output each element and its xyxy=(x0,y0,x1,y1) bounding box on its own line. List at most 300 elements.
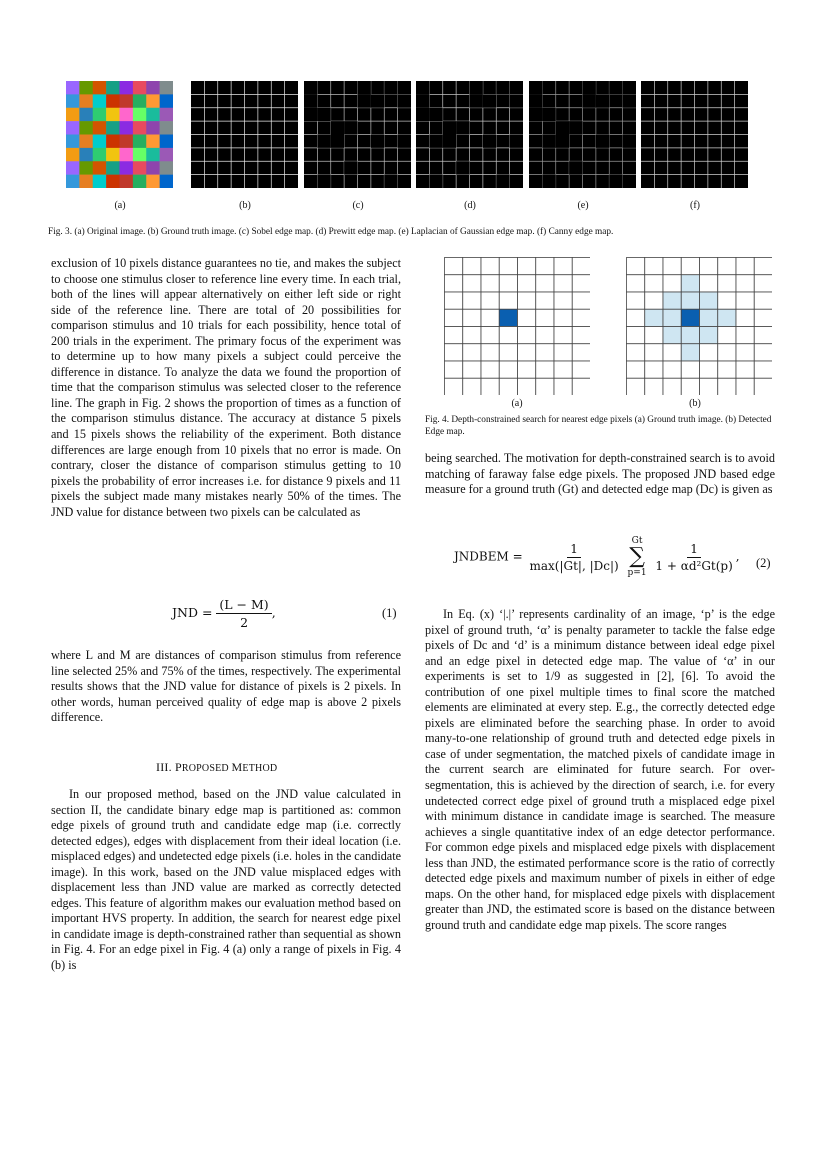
fig3-caption: Fig. 3. (a) Original image. (b) Ground truth image. (c) Sobel edge map. (d) Prewitt edge map. (e) Laplacian of Gaussian edge map. (f) Canny edge map. xyxy=(48,227,614,237)
grid-cell xyxy=(700,309,718,326)
mosaic-block xyxy=(106,175,120,188)
eq2-fraction-2 xyxy=(652,542,735,573)
eq2-lhs: JNDBEM = xyxy=(454,549,523,564)
right-paragraph-1 xyxy=(425,451,775,498)
grid-cell xyxy=(645,361,663,378)
grid-cell xyxy=(700,361,718,378)
missing-edge-patch xyxy=(496,175,509,188)
grid-cell xyxy=(481,275,499,292)
mosaic-block xyxy=(160,81,173,95)
missing-edge-patch xyxy=(623,135,636,148)
grid-cell xyxy=(681,361,699,378)
missing-edge-patch xyxy=(483,94,496,107)
missing-edge-patch xyxy=(429,175,442,188)
grid-cell xyxy=(663,344,681,361)
missing-edge-patch xyxy=(331,121,344,134)
mosaic-block xyxy=(133,148,147,162)
missing-edge-patch xyxy=(371,135,384,148)
mosaic-block xyxy=(133,135,147,149)
eq2-tail: , xyxy=(735,549,740,564)
grid-cell xyxy=(572,292,590,309)
grid-cell xyxy=(445,292,463,309)
grid-cell xyxy=(663,361,681,378)
eq1-denominator: 2 xyxy=(240,615,249,630)
grid-cell xyxy=(445,275,463,292)
mosaic-block xyxy=(146,94,160,108)
grid-cell xyxy=(445,327,463,344)
grid-cell xyxy=(463,378,481,395)
grid-cell xyxy=(718,258,736,275)
mosaic-block xyxy=(146,121,160,135)
grid-cell xyxy=(536,344,554,361)
fig4-caption: Fig. 4. Depth-constrained search for nearest edge pixels (a) Ground truth image. (b) Detected Edge map. xyxy=(425,415,772,437)
eq1-fraction xyxy=(216,597,271,630)
grid-cell xyxy=(700,275,718,292)
missing-edge-patch xyxy=(304,81,317,94)
grid-cell xyxy=(554,275,572,292)
grid-cell xyxy=(518,292,536,309)
missing-edge-patch xyxy=(317,108,330,121)
mosaic-block xyxy=(66,121,80,135)
missing-edge-patch xyxy=(456,121,469,134)
mosaic-block xyxy=(120,161,134,175)
fig3-ground-truth-image xyxy=(191,81,298,188)
mosaic-block xyxy=(133,121,147,135)
missing-edge-patch xyxy=(344,121,357,134)
missing-edge-patch xyxy=(398,94,411,107)
missing-edge-patch xyxy=(609,175,622,188)
equation-2 xyxy=(454,536,740,578)
grid-cell xyxy=(518,344,536,361)
grid-cell xyxy=(681,327,699,344)
missing-edge-patch xyxy=(371,94,384,107)
mosaic-block xyxy=(93,135,107,149)
eq2-sum-upper: Gt xyxy=(631,536,643,546)
eq2-denominator-1: max(|Gt|, |Dc|) xyxy=(529,558,619,573)
missing-edge-patch xyxy=(358,81,371,94)
missing-edge-patch xyxy=(331,135,344,148)
grid-cell xyxy=(481,378,499,395)
missing-edge-patch xyxy=(358,94,371,107)
grid-cell xyxy=(536,275,554,292)
missing-edge-patch xyxy=(470,94,483,107)
grid-cell xyxy=(499,344,517,361)
grid-cell xyxy=(627,361,645,378)
grid-cell xyxy=(554,344,572,361)
grid-cell xyxy=(463,258,481,275)
fig4-label-b: (b) xyxy=(689,398,701,409)
grid-cell xyxy=(518,361,536,378)
mosaic-block xyxy=(79,148,93,162)
mosaic-block xyxy=(133,108,147,122)
grid-cell xyxy=(718,378,736,395)
mosaic-block xyxy=(106,148,120,162)
grid-cell xyxy=(663,275,681,292)
grid-cell xyxy=(718,327,736,344)
mosaic-block xyxy=(120,121,134,135)
missing-edge-patch xyxy=(623,94,636,107)
grid-cell xyxy=(736,327,754,344)
grid-cell xyxy=(554,309,572,326)
grid-cell xyxy=(700,378,718,395)
mosaic-block xyxy=(79,81,93,95)
mosaic-block xyxy=(93,161,107,175)
missing-edge-patch xyxy=(429,108,442,121)
right-paragraph-1-text: being searched. The motivation for depth-constrained search is to avoid matching of faraway false edge pixels. The proposed JND based edge measure for a ground truth (Gt) and detected edge map (Dc) is given as xyxy=(425,451,775,497)
section-letter-p: P xyxy=(175,760,182,774)
missing-edge-patch xyxy=(583,94,596,107)
mosaic-block xyxy=(66,148,80,162)
grid-cell xyxy=(499,309,517,326)
missing-edge-patch xyxy=(416,81,429,94)
grid-cell xyxy=(681,292,699,309)
grid-cell xyxy=(518,378,536,395)
grid-cell xyxy=(627,327,645,344)
fig3-label-f: (f) xyxy=(690,200,700,211)
grid-cell xyxy=(663,378,681,395)
fig3-label-c: (c) xyxy=(352,200,364,211)
grid-cell xyxy=(627,378,645,395)
grid-cell xyxy=(445,361,463,378)
grid-cell xyxy=(445,378,463,395)
missing-edge-patch xyxy=(456,161,469,174)
left-paragraph-1-text: exclusion of 10 pixels distance guarantees no tie, and makes the subject to choose one stimulus closer to reference line every time. In each trial, both of the lines will appear alternatively on either left side or right side of the reference line. There are total of 20 possibilities for comparison stimulus and 10 trials for each possibility, hence total of 200 trials in the experiment. The primary focus of the experiment was to determine up to how many pixels a subject could perceive the difference in distance. To analyze the data we found the proportion of time that the comparison stimulus was selected closer to the reference line. The graph in Fig. 2 shows the proportion of times as a function of the comparison stimulus distance. The accuracy at distance 5 pixels and 15 pixels shows the reliability of the experiment. Both distance differences are large enough from 10 pixels that no error is made. On contrary, closer the distance of comparison stimulus getting to 10 pixels the probability of error increases i.e. for distance 9 pixels and 11 pixels the subject made many mistakes nearly 50% of the times. The JND value for distance between two pixels can be calculated as xyxy=(51,256,401,519)
eq1-lhs: JND = xyxy=(172,605,213,620)
grid-cell xyxy=(445,309,463,326)
section-letter-m: M xyxy=(231,760,243,774)
missing-edge-patch xyxy=(569,121,582,134)
missing-edge-patch xyxy=(609,81,622,94)
missing-edge-patch xyxy=(596,94,609,107)
section-heading xyxy=(156,760,277,775)
mosaic-block xyxy=(120,94,134,108)
grid-cell xyxy=(554,327,572,344)
grid-cell xyxy=(572,361,590,378)
grid-cell xyxy=(518,309,536,326)
left-paragraph-3 xyxy=(51,787,401,974)
missing-edge-patch xyxy=(384,81,397,94)
mosaic-block xyxy=(160,135,173,149)
grid-cell xyxy=(463,292,481,309)
grid-cell xyxy=(499,292,517,309)
mosaic-block xyxy=(146,108,160,122)
equation-1 xyxy=(172,597,276,630)
mosaic-block xyxy=(66,108,80,122)
grid-cell xyxy=(754,309,772,326)
grid-cell xyxy=(554,258,572,275)
grid-cell xyxy=(663,309,681,326)
left-paragraph-2 xyxy=(51,648,401,726)
grid-cell xyxy=(718,292,736,309)
mosaic-block xyxy=(106,135,120,149)
mosaic-block xyxy=(93,121,107,135)
mosaic-block xyxy=(160,94,173,108)
grid-cell xyxy=(718,309,736,326)
mosaic-block xyxy=(146,161,160,175)
fig3-sobel-edge-map xyxy=(304,81,411,188)
mosaic-block xyxy=(106,108,120,122)
grid-cell xyxy=(681,378,699,395)
mosaic-block xyxy=(133,175,147,188)
mosaic-block xyxy=(79,121,93,135)
eq2-denominator-2: 1 + αd²Gt(p) xyxy=(655,558,733,573)
fig3-log-edge-map xyxy=(529,81,636,188)
missing-edge-patch xyxy=(483,135,496,148)
grid-cell xyxy=(754,344,772,361)
mosaic-block xyxy=(160,121,173,135)
fig3-label-b: (b) xyxy=(239,200,251,211)
missing-edge-patch xyxy=(470,81,483,94)
mosaic-block xyxy=(160,175,173,188)
mosaic-block xyxy=(66,94,80,108)
missing-edge-patch xyxy=(304,94,317,107)
mosaic-block xyxy=(79,108,93,122)
grid-cell xyxy=(663,292,681,309)
grid-cell xyxy=(736,361,754,378)
grid-cell xyxy=(681,309,699,326)
grid-cell xyxy=(754,258,772,275)
grid-cell xyxy=(572,378,590,395)
missing-edge-patch xyxy=(416,94,429,107)
grid-cell xyxy=(536,327,554,344)
grid-cell xyxy=(718,344,736,361)
mosaic-block xyxy=(146,148,160,162)
grid-cell xyxy=(754,361,772,378)
grid-cell xyxy=(736,275,754,292)
grid-cell xyxy=(681,258,699,275)
grid-cell xyxy=(554,361,572,378)
right-paragraph-2 xyxy=(425,607,775,933)
grid-cell xyxy=(645,327,663,344)
missing-edge-patch xyxy=(304,108,317,121)
grid-cell xyxy=(645,344,663,361)
grid-cell xyxy=(754,378,772,395)
grid-cell xyxy=(499,275,517,292)
grid-cell xyxy=(645,309,663,326)
grid-cell xyxy=(463,361,481,378)
fig3-original-image xyxy=(66,81,173,188)
grid-cell xyxy=(572,309,590,326)
eq2-fraction-1 xyxy=(527,542,622,573)
missing-edge-patch xyxy=(569,161,582,174)
grid-cell xyxy=(481,258,499,275)
grid-cell xyxy=(445,344,463,361)
sigma-symbol-icon: ∑ xyxy=(629,544,645,569)
missing-edge-patch xyxy=(583,81,596,94)
mosaic-block xyxy=(120,108,134,122)
missing-edge-patch xyxy=(510,94,523,107)
fig4-ground-truth-grid xyxy=(444,257,590,395)
mosaic-block xyxy=(133,94,147,108)
mosaic-block xyxy=(93,94,107,108)
fig3-canny-edge-map xyxy=(641,81,748,188)
mosaic-block xyxy=(133,161,147,175)
fig4-label-a: (a) xyxy=(511,398,523,409)
left-paragraph-2-text: where L and M are distances of comparison stimulus from reference line selected 25% and 75% of the times, respectively. The experimental results shows that the JND value for distance of pixels is 2 pixels. In other words, human perceived quality of edge map is above 2 pixels difference. xyxy=(51,648,401,725)
grid-cell xyxy=(681,344,699,361)
mosaic-block xyxy=(79,94,93,108)
eq1-numerator: (L − M) xyxy=(216,597,271,614)
grid-cell xyxy=(481,344,499,361)
mosaic-block xyxy=(106,161,120,175)
eq2-sum-lower: p=1 xyxy=(627,568,647,578)
grid-cell xyxy=(645,258,663,275)
mosaic-block xyxy=(93,148,107,162)
mosaic-block xyxy=(66,135,80,149)
grid-cell xyxy=(499,378,517,395)
mosaic-block xyxy=(120,81,134,95)
mosaic-block xyxy=(66,161,80,175)
missing-edge-patch xyxy=(510,135,523,148)
grid-cell xyxy=(463,327,481,344)
grid-cell xyxy=(645,275,663,292)
mosaic-block xyxy=(146,175,160,188)
missing-edge-patch xyxy=(443,121,456,134)
mosaic-block xyxy=(93,108,107,122)
grid-cell xyxy=(572,258,590,275)
grid-cell xyxy=(481,309,499,326)
missing-edge-patch xyxy=(542,135,555,148)
fig4-detected-edge-grid xyxy=(626,257,772,395)
missing-edge-patch xyxy=(443,135,456,148)
mosaic-block xyxy=(66,175,80,188)
missing-edge-patch xyxy=(556,121,569,134)
fig3-prewitt-edge-map xyxy=(416,81,523,188)
missing-edge-patch xyxy=(529,94,542,107)
mosaic-block xyxy=(160,108,173,122)
grid-cell xyxy=(536,309,554,326)
missing-edge-patch xyxy=(384,175,397,188)
grid-cell xyxy=(572,327,590,344)
mosaic-block xyxy=(106,81,120,95)
missing-edge-patch xyxy=(344,161,357,174)
mosaic-block xyxy=(106,121,120,135)
left-paragraph-1 xyxy=(51,256,401,520)
grid-cell xyxy=(572,275,590,292)
eq1-number: (1) xyxy=(382,606,397,620)
grid-cell xyxy=(663,327,681,344)
grid-cell xyxy=(536,361,554,378)
fig3-label-e: (e) xyxy=(577,200,589,211)
grid-cell xyxy=(718,275,736,292)
grid-cell xyxy=(518,327,536,344)
eq2-summation xyxy=(628,536,647,578)
grid-cell xyxy=(645,292,663,309)
missing-edge-patch xyxy=(429,135,442,148)
grid-cell xyxy=(700,258,718,275)
grid-cell xyxy=(736,344,754,361)
grid-cell xyxy=(499,327,517,344)
section-part-2: ETHOD xyxy=(242,763,278,774)
grid-cell xyxy=(463,275,481,292)
grid-cell xyxy=(481,327,499,344)
grid-cell xyxy=(645,378,663,395)
missing-edge-patch xyxy=(529,108,542,121)
grid-cell xyxy=(481,292,499,309)
mosaic-block xyxy=(146,81,160,95)
grid-cell xyxy=(663,258,681,275)
grid-cell xyxy=(700,292,718,309)
missing-edge-patch xyxy=(317,175,330,188)
grid-cell xyxy=(536,258,554,275)
grid-cell xyxy=(627,344,645,361)
grid-cell xyxy=(681,275,699,292)
grid-cell xyxy=(754,327,772,344)
missing-edge-patch xyxy=(398,135,411,148)
grid-cell xyxy=(536,378,554,395)
mosaic-block xyxy=(160,148,173,162)
grid-cell xyxy=(700,344,718,361)
mosaic-block xyxy=(93,81,107,95)
eq2-numerator-1: 1 xyxy=(567,542,581,558)
missing-edge-patch xyxy=(556,135,569,148)
grid-cell xyxy=(518,258,536,275)
section-number: III. xyxy=(156,760,172,774)
mosaic-block xyxy=(120,148,134,162)
section-part-1: ROPOSED xyxy=(181,763,232,774)
eq2-numerator-2: 1 xyxy=(687,542,701,558)
right-paragraph-2-text: In Eq. (x) ‘|.|’ represents cardinality of an image, ‘p’ is the edge pixel of ground truth, ‘α’ is penalty parameter to tackle the false edge pixels of Dc and ‘d’ is a minimum distance between ideal edge pixel and an edge pixel in detected edge map. The value of ‘α’ in our experiments is set to 1/9 as suggested in [2], [6]. To avoid the contribution of one pixel multiple times to final score the matched elements are eliminated at every step. E.g., the correctly detected edge pixels are eliminated before the searching phase. In order to avoid many-to-one relationship of ground truth and detected edge pixels in case of under segmentation, the matched pixels of candidate image in the current search are eliminated for future search. For over-segmentation, this is achieved by the direction of search, i.e. for every undetected correct edge pixel of ground truth a misplaced edge pixel with minimum distance in candidate image is searched. The measure achieves a single quantitative index of an edge detector performance. For common edge pixels and misplaced edge pixels with displacement less than JND, the estimated performance score is the ratio of correctly detected edge pixels and maximum number of pixels in either of edge maps. On the other hand, for misplaced edge pixels with displacement greater than JND, the estimated score is based on the distance between ground truth and candidate edge map pixels. The score ranges xyxy=(425,607,775,932)
grid-cell xyxy=(554,292,572,309)
grid-cell xyxy=(736,378,754,395)
mosaic-block xyxy=(66,81,80,95)
eq1-tail: , xyxy=(271,605,276,620)
missing-edge-patch xyxy=(416,108,429,121)
missing-edge-patch xyxy=(496,81,509,94)
grid-cell xyxy=(700,327,718,344)
grid-cell xyxy=(736,309,754,326)
grid-cell xyxy=(627,275,645,292)
grid-cell xyxy=(754,275,772,292)
grid-cell xyxy=(754,292,772,309)
fig3-label-a: (a) xyxy=(114,200,126,211)
grid-cell xyxy=(445,258,463,275)
mosaic-block xyxy=(146,135,160,149)
grid-cell xyxy=(481,361,499,378)
mosaic-block xyxy=(79,175,93,188)
grid-cell xyxy=(736,258,754,275)
mosaic-block xyxy=(160,161,173,175)
mosaic-block xyxy=(120,175,134,188)
mosaic-block xyxy=(79,161,93,175)
grid-cell xyxy=(499,258,517,275)
grid-cell xyxy=(627,309,645,326)
mosaic-block xyxy=(93,175,107,188)
grid-cell xyxy=(536,292,554,309)
fig3-label-d: (d) xyxy=(464,200,476,211)
grid-cell xyxy=(572,344,590,361)
mosaic-block xyxy=(106,94,120,108)
grid-cell xyxy=(463,344,481,361)
missing-edge-patch xyxy=(529,81,542,94)
grid-cell xyxy=(736,292,754,309)
grid-cell xyxy=(627,292,645,309)
grid-cell xyxy=(627,258,645,275)
left-paragraph-3-text: In our proposed method, based on the JND value calculated in section II, the candidate binary edge map is partitioned as: common edge pixels of ground truth and candidate edge map (i.e. correctly detected edges), edges with displacement from their ideal location (i.e. misplaced edges) and undetected edge pixels (i.e. holes in the candidate image). In this work, based on the JND value misplaced edges with displacement less than JND value are marked as correctly detected edges. This feature of algorithm makes our evaluation method based on important HVS property. In addition, the search for nearest edge pixel in candidate image is depth-constrained rather than sequential as shown in Fig. 4. For an edge pixel in Fig. 4 (a) only a range of pixels in Fig. 4 (b) is xyxy=(51,787,401,973)
mosaic-block xyxy=(120,135,134,149)
missing-edge-patch xyxy=(542,175,555,188)
grid-cell xyxy=(554,378,572,395)
missing-edge-patch xyxy=(317,135,330,148)
missing-edge-patch xyxy=(542,108,555,121)
mosaic-block xyxy=(133,81,147,95)
mosaic-block xyxy=(79,135,93,149)
grid-cell xyxy=(499,361,517,378)
missing-edge-patch xyxy=(596,135,609,148)
grid-cell xyxy=(518,275,536,292)
eq2-number: (2) xyxy=(756,556,771,570)
grid-cell xyxy=(718,361,736,378)
